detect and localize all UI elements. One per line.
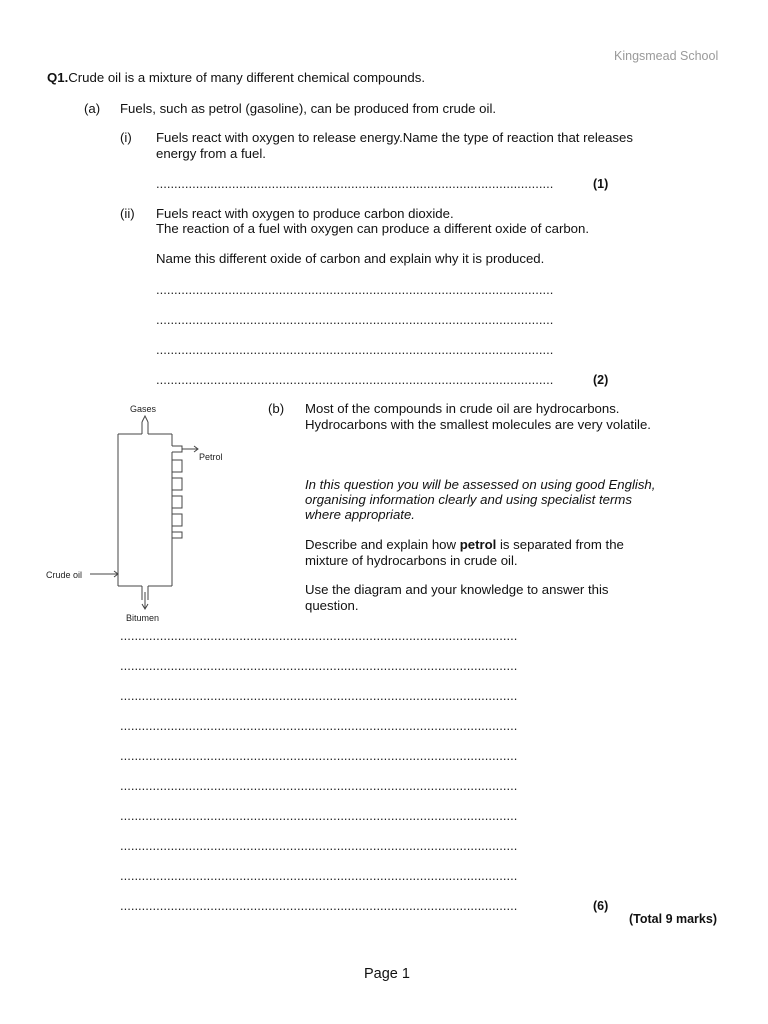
part-a-ii-line3: Name this different oxide of carbon and explain why it is produced. (156, 251, 545, 266)
part-a-ii-label: (ii) (120, 206, 135, 221)
use-diagram-line1: Use the diagram and your knowledge to answer this (305, 582, 609, 597)
part-a-text: Fuels, such as petrol (gasoline), can be produced from crude oil. (120, 101, 497, 116)
answer-line[interactable]: .............................................................................................................. (156, 372, 554, 387)
answer-line[interactable]: .............................................................................................................. (120, 688, 518, 703)
assessment-note-line1: In this question you will be assessed on using good English, (305, 477, 656, 492)
fractionating-column-diagram (40, 396, 240, 630)
part-a-label: (a) (84, 101, 101, 116)
describe-instruction-line1: Describe and explain how petrol is separated from the (305, 537, 624, 552)
answer-line[interactable]: .............................................................................................................. (120, 778, 518, 793)
assessment-note-line3: where appropriate. (305, 507, 415, 522)
answer-line[interactable]: .............................................................................................................. (120, 718, 518, 733)
part-a-i-line2: energy from a fuel. (156, 146, 266, 161)
page-number: Page 1 (364, 966, 410, 982)
part-a-ii-marks: (2) (593, 373, 609, 387)
answer-line[interactable]: .............................................................................................................. (120, 748, 518, 763)
answer-line[interactable]: .............................................................................................................. (156, 342, 554, 357)
part-b-label: (b) (268, 401, 285, 416)
answer-line[interactable]: .............................................................................................................. (120, 808, 518, 823)
part-b-line2: Hydrocarbons with the smallest molecules are very volatile. (305, 417, 651, 432)
answer-line[interactable]: .............................................................................................................. (156, 176, 554, 191)
school-name: Kingsmead School (614, 49, 719, 63)
total-marks: (Total 9 marks) (629, 912, 717, 926)
part-a-i-label: (i) (120, 130, 132, 145)
answer-line[interactable]: .............................................................................................................. (120, 868, 518, 883)
part-a-i-marks: (1) (593, 177, 609, 191)
answer-line[interactable]: .............................................................................................................. (156, 282, 554, 297)
answer-line[interactable]: .............................................................................................................. (120, 628, 518, 643)
part-b-line1: Most of the compounds in crude oil are hydrocarbons. (305, 401, 620, 416)
part-a-ii-line2: The reaction of a fuel with oxygen can produce a different oxide of carbon. (156, 221, 590, 236)
question-number: Q1. (47, 70, 69, 85)
answer-line[interactable]: .............................................................................................................. (120, 838, 518, 853)
part-a-ii-line1: Fuels react with oxygen to produce carbon dioxide. (156, 206, 454, 221)
question-intro (47, 70, 425, 86)
assessment-note-line2: organising information clearly and using specialist terms (305, 492, 632, 507)
use-diagram-line2: question. (305, 598, 359, 613)
describe-instruction-line2: mixture of hydrocarbons in crude oil. (305, 553, 518, 568)
part-b-marks: (6) (593, 899, 609, 913)
answer-line[interactable]: .............................................................................................................. (120, 898, 518, 913)
petrol-label: Petrol (199, 452, 223, 462)
bitumen-label: Bitumen (126, 613, 160, 623)
answer-line[interactable]: .............................................................................................................. (156, 312, 554, 327)
petrol-keyword: petrol (459, 537, 497, 552)
gases-arrow-icon (142, 416, 148, 422)
answer-line[interactable]: .............................................................................................................. (120, 658, 518, 673)
gases-label: Gases (130, 404, 157, 414)
part-a-i-line1: Fuels react with oxygen to release energy.Name the type of reaction that releases (156, 130, 633, 145)
question-intro-text: Crude oil is a mixture of many different chemical compounds. (68, 70, 425, 85)
crude-oil-label: Crude oil (46, 570, 83, 580)
